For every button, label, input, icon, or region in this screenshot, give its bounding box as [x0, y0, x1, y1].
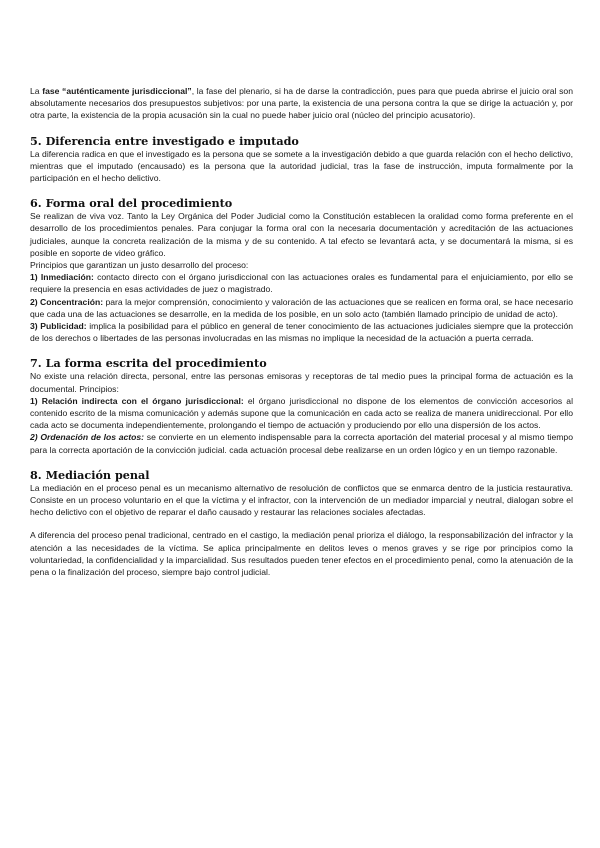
principle-1-label: 1) Relación indirecta con el órgano jurisdiccional: — [30, 395, 244, 406]
section-5-text: La diferencia radica en que el investigado es la persona que se somete a la investigación debido a que guarda relación con el hecho delictivo, mientras que el imputado (encausado) es la persona que la autoridad judicial, tras la fase de instrucción, imputa formalmente por la participación en el hecho delictivo. — [30, 148, 573, 184]
intro-pre: La — [30, 86, 43, 96]
section-7-principle-2 — [30, 431, 573, 455]
document-page — [30, 85, 573, 578]
principle-1-label: 1) Inmediación: — [30, 272, 94, 283]
principle-3-text: implica la posibilidad para el público en general de tener conocimiento de las actuaciones judiciales siempre que la protección de los derechos o libertades de las personas involucradas en las mismas no implique la necesidad de la actuación a puerta cerrada. — [30, 321, 573, 344]
section-8-heading: 8. Mediación penal — [30, 467, 150, 482]
principle-1-text: contacto directo con el órgano jurisdiccional con las actuaciones orales es fundamental para el enjuiciamiento, por ello se requiere la presencia en esas actividades de juez o magistrado. — [30, 272, 573, 295]
section-6-principle-2 — [30, 296, 573, 320]
section-5-heading: 5. Diferencia entre investigado e imputado — [30, 133, 299, 148]
principle-2-label: 2) Ordenación de los actos: — [30, 432, 145, 443]
principle-2-text: se convierte en un elemento indispensable para la correcta aportación del material procesal y al mismo tiempo para la correcta aportación de la convicción judicial. cada actuación procesal debe realizarse en un orden lógico y en un tiempo razonable. — [30, 432, 573, 455]
principle-2-text: para la mejor comprensión, conocimiento y valoración de las actuaciones que se realicen en forma oral, se hace necesario que cada una de las actuaciones se desarrolle, en la medida de los posible, en un solo acto (también llamado principio de unidad de acto). — [30, 296, 573, 319]
intro-paragraph — [30, 85, 573, 122]
principle-2-label: 2) Concentración: — [30, 296, 104, 307]
section-8-paragraph-1: La mediación en el proceso penal es un mecanismo alternativo de resolución de conflictos que se enmarca dentro de la justicia restaurativa. Consiste en un proceso voluntario en el que la víctima y el infractor, con la intervención de un mediador imparcial y neutral, dialogan sobre el hecho delictivo con el objetivo de reparar el daño causado y restaurar las relaciones sociales afectadas. — [30, 482, 573, 518]
principle-1-text: el órgano jurisdiccional no dispone de los elementos de convicción accesorios al contenido escrito de la misma comunicación y además supone que la comunicación en cada acto se realiza de manera unidireccional. Por ello cada acto se documenta independientemente, prolongando el tiempo de actuación y produciendo por ello una dispersión de los actos. — [30, 395, 573, 431]
section-6-heading: 6. Forma oral del procedimiento — [30, 196, 233, 211]
section-6-principle-1 — [30, 271, 573, 295]
section-6-text: Se realizan de viva voz. Tanto la Ley Orgánica del Poder Judicial como la Constitución establecen la oralidad como forma preferente en el desarrollo de los procedimientos penales. Para conjugar la forma oral con la necesaria documentación y acreditación de las actuaciones judiciales, aunque la concreta realización de la misma y de su contenido. A tal efecto se levantará acta, y se documentará la misma, si es posible en soporte de video gráfico. — [30, 211, 573, 258]
section-6-principles-intro: Principios que garantizan un justo desarrollo del proceso: — [30, 260, 249, 271]
section-6-principle-3 — [30, 320, 573, 344]
intro-bold: fase “auténticamente jurisdiccional” — [42, 86, 192, 96]
intro-post: , la fase del plenario, si ha de darse la contradicción, pues para que pueda abrirse el juicio oral son absolutamente necesarios dos presupuestos subjetivos: por una parte, la existencia de una persona contra la que se dirige la actuación y, por otra parte, la existencia de la propia acusación sin la cual no puede haber juicio oral (núcleo del principio acusatorio). — [30, 86, 573, 121]
principle-3-label: 3) Publicidad: — [30, 321, 87, 332]
section-7-principle-1 — [30, 395, 573, 432]
section-7-heading: 7. La forma escrita del procedimiento — [30, 356, 267, 371]
section-8-paragraph-2: A diferencia del proceso penal tradicional, centrado en el castigo, la mediación penal prioriza el diálogo, la responsabilización del infractor y la atención a las necesidades de la víctima. Se aplica principalmente en delitos leves o menos graves y se rige por principios como la voluntariedad, la confidencialidad y la imparcialidad. Sus resultados pueden tener efectos en el procedimiento penal, como la atenuación de la pena o la finalización del proceso, siempre bajo control judicial. — [30, 530, 573, 578]
section-7-text: No existe una relación directa, personal, entre las personas emisoras y receptoras de tal medio pues la principal forma de actuación es la documental. Principios: — [30, 371, 573, 394]
